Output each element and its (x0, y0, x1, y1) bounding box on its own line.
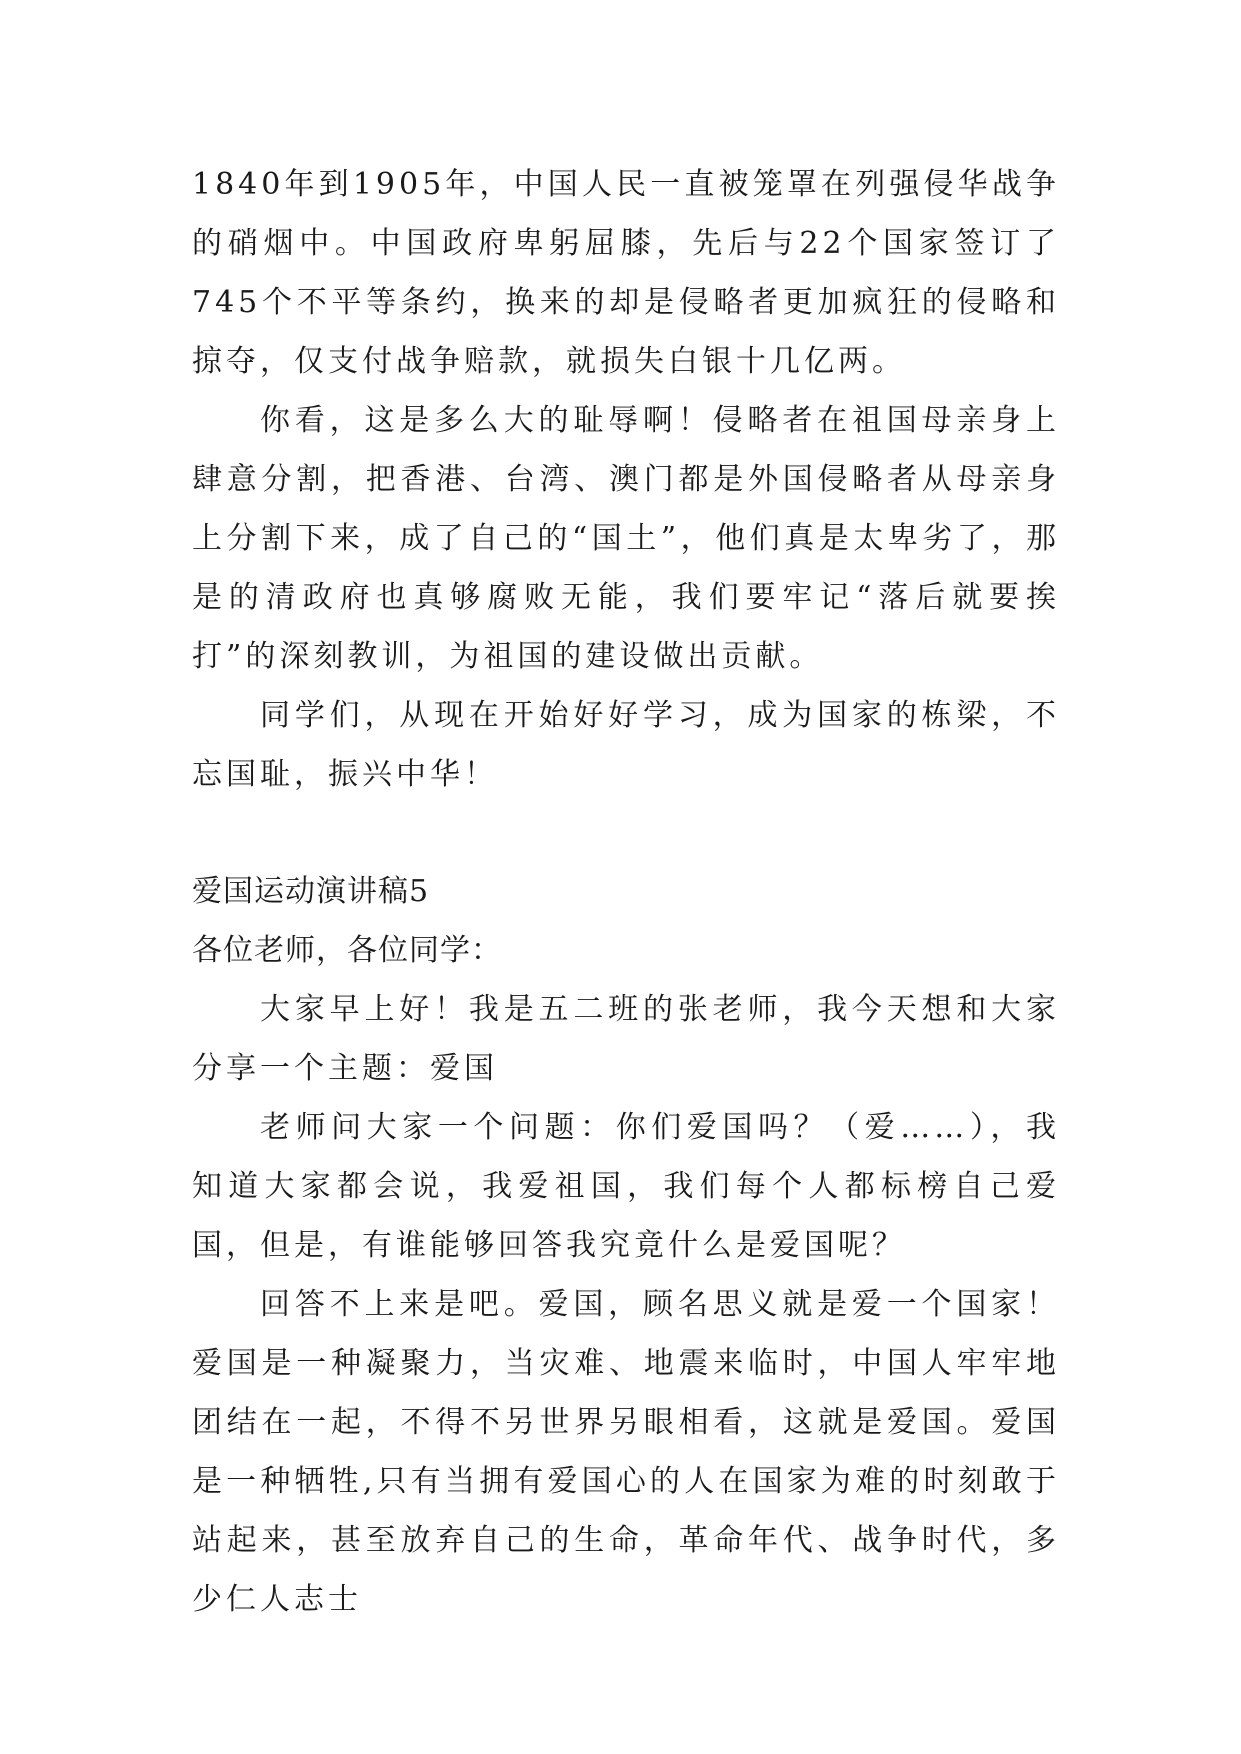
section-previous-speech (192, 155, 1060, 804)
section-speech-5 (192, 862, 1060, 1629)
paragraph-question: 老师问大家一个问题：你们爱国吗？（爱……），我知道大家都会说，我爱祖国，我们每个人都标榜自己爱国，但是，有谁能够回答我究竟什么是爱国呢？ (192, 1110, 1060, 1263)
speech-title: 爱国运动演讲稿5 (192, 874, 430, 909)
paragraph-closing: 同学们，从现在开始好好学习，成为国家的栋梁，不忘国耻，振兴中华！ (192, 698, 1060, 792)
salutation: 各位老师，各位同学： (192, 933, 502, 968)
paragraph-history: 1840年到1905年，中国人民一直被笼罩在列强侵华战争的硝烟中。中国政府卑躬屈膝，先后与22个国家签订了745个不平等条约，换来的却是侵略者更加疯狂的侵略和掠夺，仅支付战争赔款，就损失白银十几亿两。 (192, 167, 1060, 379)
paragraph-greeting: 大家早上好！我是五二班的张老师，我今天想和大家分享一个主题：爱国 (192, 992, 1060, 1086)
paragraph-humiliation: 你看，这是多么大的耻辱啊！侵略者在祖国母亲身上肆意分割，把香港、台湾、澳门都是外国侵略者从母亲身上分割下来，成了自己的“国土”，他们真是太卑劣了，那是的清政府也真够腐败无能，我们要牢记“落后就要挨打”的深刻教训，为祖国的建设做出贡献。 (192, 403, 1060, 674)
paragraph-definition: 回答不上来是吧。爱国，顾名思义就是爱一个国家！爱国是一种凝聚力，当灾难、地震来临时，中国人牢牢地团结在一起，不得不另世界另眼相看，这就是爱国。爱国是一种牺牲,只有当拥有爱国心的人在国家为难的时刻敢于站起来，甚至放弃自己的生命，革命年代、战争时代，多少仁人志士 (192, 1287, 1060, 1617)
